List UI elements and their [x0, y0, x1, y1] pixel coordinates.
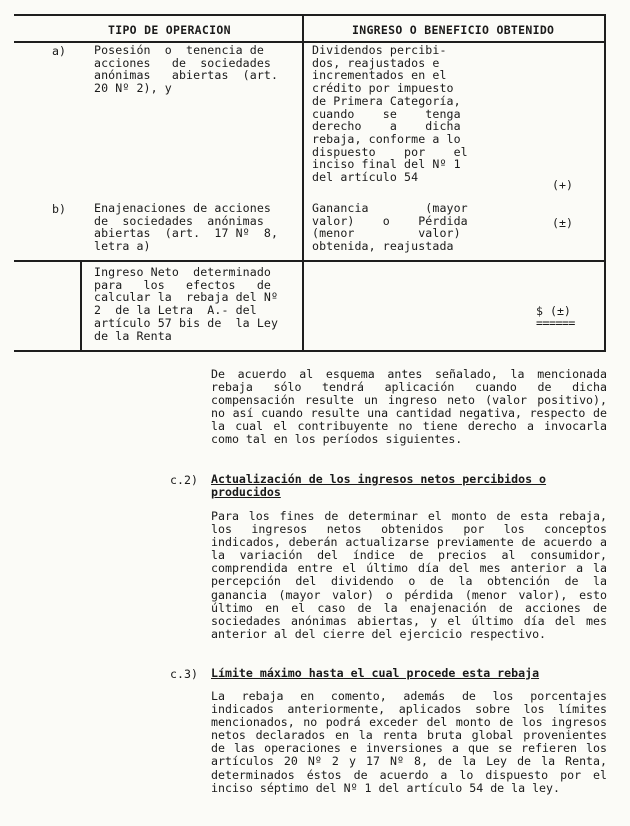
section-c3-title: Límite máximo hasta el cual procede esta rebaja	[211, 666, 540, 680]
section-c3-text: La rebaja en comento, además de los porcentajes indicados anteriormente, aplicados sobre los límites mencionados, no podrá exceder del monto de los ingresos netos declarados en la renta bruta global provenientes de las operaciones e inversiones a que se refieren los artículos 20 Nº 2 y 17 Nº 8, de la Ley de la Renta, determinados éstos de acuerdo a lo dispuesto por el inciso séptimo del Nº 1 del artículo 54 de la ley.	[211, 689, 607, 795]
row-a-sign: (+)	[552, 178, 573, 192]
row-b-income: Ganancia (mayor valor) o Pérdida (menor valor) obtenida, reajustada	[312, 201, 468, 254]
total-row-sign: $ (±)	[536, 304, 571, 318]
table-bottom-border	[14, 350, 606, 352]
section-c2-text: Para los fines de determinar el monto de esta rebaja, los ingresos netos obtenidos por los conceptos indicados, deberán actualizarse previamente de acuerdo a la variación del índice de precios al consumidor, comprendida entre el último día del mes anterior a la percepción del dividendo o de la obtención de la ganancia (mayor valor) o pérdida (menor valor), esto último en el caso de la enajenación de acciones de sociedades anónimas abiertas, y el último día del mes anterior al del cierre del ejercicio respectivo.	[211, 509, 607, 641]
table-right-border	[604, 14, 606, 352]
section-c2-title: Actualización de los ingresos netos percibidos o producidos	[211, 472, 547, 500]
explanatory-paragraph: De acuerdo al esquema antes señalado, la mencionada rebaja sólo tendrá aplicación cuando de dicha compensación resulte un ingreso neto (valor positivo), no así cuando resulte una cantidad negativa, respecto de la cual el contribuyente no tiene derecho a invocarla como tal en los períodos siguientes.	[211, 367, 607, 447]
table-top-border	[14, 14, 606, 16]
row-b-sign: (±)	[552, 216, 573, 230]
section-c3-number: c.3)	[170, 667, 198, 681]
operations-table	[14, 14, 606, 352]
row-a-operation: Posesión o tenencia de acciones de sociedades anónimas abiertas (art. 20 Nº 2), y	[94, 43, 279, 96]
header-income-obtained: INGRESO O BENEFICIO OBTENIDO	[352, 23, 555, 37]
row-a-income: Dividendos percibi- dos, reajustados e incrementados en el crédito por impuesto de Primera Categoría, cuando se tenga derecho a dicha rebaja, conforme a lo dispuesto por el inciso final del Nº 1 del artículo 54	[312, 43, 468, 185]
total-row-left-border	[80, 261, 82, 351]
section-c2-number: c.2)	[170, 473, 198, 487]
row-b-operation: Enajenaciones de acciones de sociedades anónimas abiertas (art. 17 Nº 8, letra a)	[94, 201, 279, 254]
table-center-divider	[302, 14, 304, 352]
total-row-double-underline: ======	[536, 316, 575, 330]
total-row-description: Ingreso Neto determinado para los efectos de calcular la rebaja del Nº 2 de la Letra A.- del artículo 57 bis de la Ley de la Renta	[94, 265, 279, 343]
row-a-marker: a)	[52, 44, 66, 58]
row-b-bottom-border	[14, 260, 606, 262]
header-operation-type: TIPO DE OPERACION	[108, 23, 231, 37]
row-b-marker: b)	[52, 202, 66, 216]
